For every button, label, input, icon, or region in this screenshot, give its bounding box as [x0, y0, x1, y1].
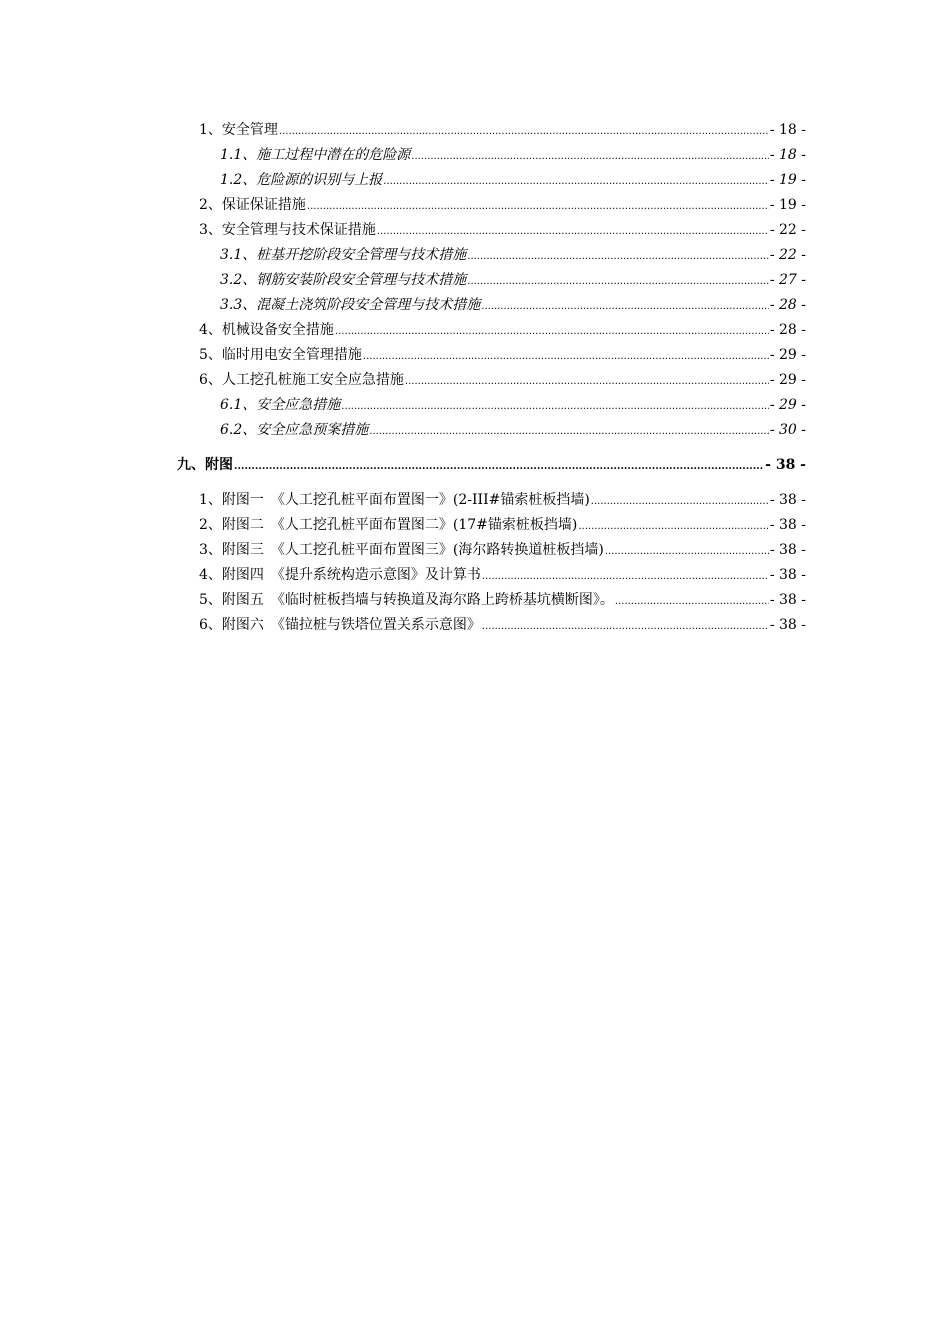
toc-entry-page: - 29 -	[769, 347, 806, 363]
toc-entry-label: 6.2、安全应急预案措施	[220, 422, 369, 438]
toc-leader-dots	[405, 369, 769, 394]
toc-entry-label: 1.2、危险源的识别与上报	[220, 172, 383, 188]
toc-entry-page: - 38 -	[769, 617, 806, 633]
toc-leader-dots	[605, 539, 769, 564]
toc-entry-label: 3.2、钢筋安装阶段安全管理与技术措施	[220, 272, 467, 288]
toc-entry[interactable]	[199, 218, 806, 243]
toc-entry-page: - 38 -	[769, 517, 806, 533]
toc-entry-label: 2、附图二 《人工挖孔桩平面布置图二》(17#锚索桩板挡墙)	[199, 517, 578, 533]
toc-leader-dots	[307, 194, 769, 219]
toc-entry[interactable]	[220, 393, 806, 418]
toc-entry-page: - 22 -	[769, 222, 806, 238]
toc-chapter-entry[interactable]	[177, 453, 806, 478]
toc-leader-dots	[383, 169, 769, 194]
toc-entry-page: - 19 -	[769, 197, 806, 213]
toc-leader-dots	[615, 589, 769, 614]
toc-entry-label: 3.3、混凝土浇筑阶段安全管理与技术措施	[220, 297, 481, 313]
toc-entry-page: - 28 -	[769, 297, 806, 313]
toc-entry[interactable]	[220, 418, 806, 443]
toc-entry[interactable]	[199, 563, 806, 588]
table-of-contents	[0, 118, 950, 638]
toc-entry-page: - 38 -	[769, 492, 806, 508]
toc-entry-page: - 30 -	[769, 422, 806, 438]
toc-entry-page: - 18 -	[769, 122, 806, 138]
toc-entry-label: 6、附图六 《锚拉桩与铁塔位置关系示意图》	[199, 617, 481, 633]
toc-entry-label: 2、保证保证措施	[199, 197, 306, 213]
toc-entry-label: 1.1、施工过程中潜在的危险源	[220, 147, 411, 163]
toc-leader-dots	[369, 419, 769, 444]
toc-entry-page: - 38 -	[769, 592, 806, 608]
toc-leader-dots	[234, 454, 764, 479]
toc-entry-label: 3.1、桩基开挖阶段安全管理与技术措施	[220, 247, 467, 263]
toc-entry-page: - 22 -	[769, 247, 806, 263]
toc-leader-dots	[341, 394, 769, 419]
toc-entry[interactable]	[220, 143, 806, 168]
toc-entry[interactable]	[220, 168, 806, 193]
toc-entry-page: - 19 -	[769, 172, 806, 188]
toc-entry-label: 6.1、安全应急措施	[220, 397, 341, 413]
toc-entry-page: - 38 -	[765, 457, 806, 473]
toc-leader-dots	[591, 489, 769, 514]
toc-entry-label: 1、安全管理	[199, 122, 278, 138]
toc-leader-dots	[467, 269, 769, 294]
toc-entry[interactable]	[199, 488, 806, 513]
toc-entry-page: - 38 -	[769, 567, 806, 583]
toc-leader-dots	[335, 319, 769, 344]
toc-entry-page: - 29 -	[769, 397, 806, 413]
toc-leader-dots	[482, 614, 769, 639]
toc-leader-dots	[279, 119, 769, 144]
toc-entry[interactable]	[199, 368, 806, 393]
toc-leader-dots	[411, 144, 769, 169]
toc-entry[interactable]	[220, 243, 806, 268]
toc-leader-dots	[578, 514, 768, 539]
toc-entry-label: 3、安全管理与技术保证措施	[199, 222, 376, 238]
toc-entry[interactable]	[199, 538, 806, 563]
toc-leader-dots	[481, 294, 769, 319]
toc-leader-dots	[363, 344, 769, 369]
toc-entry[interactable]	[199, 118, 806, 143]
toc-entry[interactable]	[220, 268, 806, 293]
toc-entry[interactable]	[199, 318, 806, 343]
toc-leader-dots	[467, 244, 769, 269]
toc-leader-dots	[377, 219, 769, 244]
toc-entry-label: 5、附图五 《临时桩板挡墙与转换道及海尔路上跨桥基坑横断图》。	[199, 592, 614, 608]
toc-entry[interactable]	[199, 193, 806, 218]
toc-entry[interactable]	[199, 513, 806, 538]
toc-entry-page: - 27 -	[769, 272, 806, 288]
toc-entry-page: - 28 -	[769, 322, 806, 338]
toc-entry-label: 九、附图	[177, 457, 233, 473]
toc-entry-page: - 18 -	[769, 147, 806, 163]
toc-entry[interactable]	[220, 293, 806, 318]
toc-entry-label: 6、人工挖孔桩施工安全应急措施	[199, 372, 404, 388]
toc-entry[interactable]	[199, 343, 806, 368]
toc-entry[interactable]	[199, 613, 806, 638]
toc-entry-label: 1、附图一 《人工挖孔桩平面布置图一》(2-III#锚索桩板挡墙)	[199, 492, 590, 508]
toc-entry-page: - 38 -	[769, 542, 806, 558]
toc-entry-label: 5、临时用电安全管理措施	[199, 347, 362, 363]
toc-leader-dots	[482, 564, 769, 589]
toc-entry[interactable]	[199, 588, 806, 613]
toc-entry-label: 4、机械设备安全措施	[199, 322, 334, 338]
toc-entry-page: - 29 -	[769, 372, 806, 388]
toc-entry-label: 4、附图四 《提升系统构造示意图》及计算书	[199, 567, 481, 583]
toc-entry-label: 3、附图三 《人工挖孔桩平面布置图三》(海尔路转换道桩板挡墙)	[199, 542, 604, 558]
